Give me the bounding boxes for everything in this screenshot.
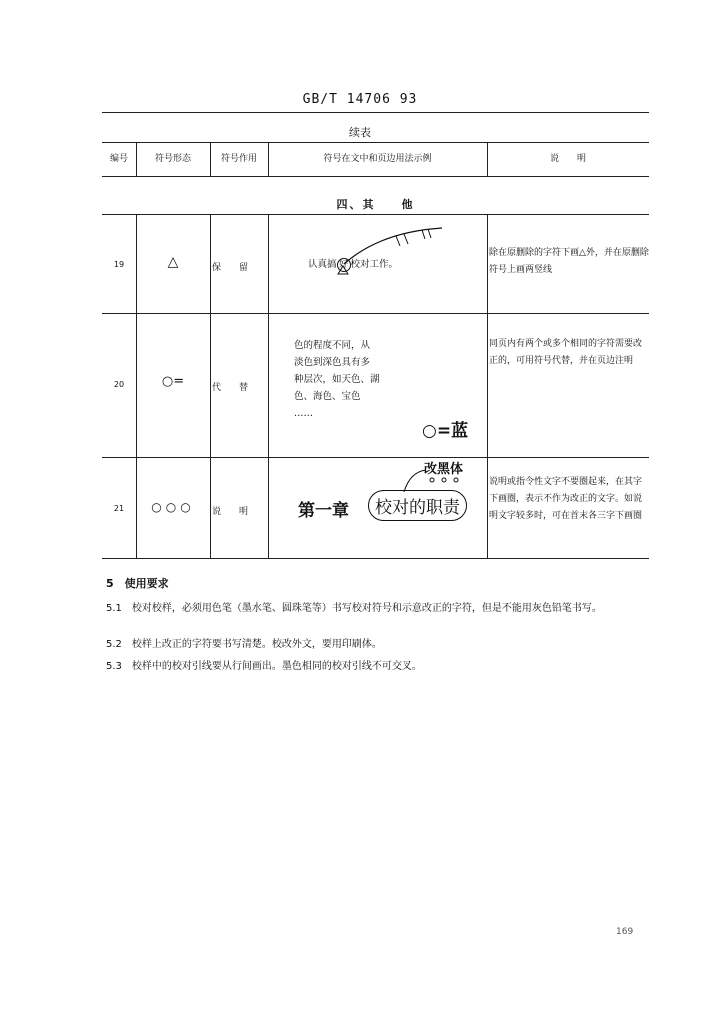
header-rule [102, 112, 649, 113]
col-divider [487, 214, 488, 558]
section-rule [102, 214, 649, 215]
annotation-line-icon [400, 466, 480, 496]
row-21-margin-note: 改黑体 [424, 462, 464, 477]
chapter-title-circled: 校对的职责 [368, 490, 467, 521]
example-line: 种层次，如天色、湖 [294, 374, 380, 385]
row-19-function: 保留 [211, 263, 266, 273]
page-number: 169 [616, 927, 634, 937]
usage-item: 5.3 校样中的校对引线要从行间画出。墨色相同的校对引线不可交叉。 [106, 661, 422, 672]
keep-mark-stroke-icon [330, 222, 450, 282]
example-text: 校对工作。 [350, 259, 399, 270]
col-divider [268, 214, 269, 558]
col-header-symbol: 符号形态 [154, 154, 191, 164]
table-header-rule [102, 176, 649, 177]
col-header-function: 符号作用 [220, 154, 257, 164]
row-20-example [294, 337, 454, 422]
example-line: …… [294, 408, 313, 419]
row-20-number: 20 [113, 380, 125, 389]
explain-symbol-icon: ○○○ [151, 500, 195, 514]
example-line: 色的程度不同，从 [294, 340, 371, 351]
row-21-note: 说明或指令性文字不要圈起来，在其字下画圈，表示不作为改正的文字。如说明文字较多时，可在首末各三字下画圈 [489, 477, 643, 521]
chapter-label: 第一章 [298, 501, 349, 521]
row-20-note: 同页内有两个或多个相同的字符需要改正的，可用符号代替，并在页边注明 [489, 339, 643, 366]
row-19-rule [102, 313, 649, 314]
standard-number: GB/T 14706 93 [302, 92, 418, 107]
row-21-number: 21 [113, 504, 125, 513]
continued-label: 续表 [349, 126, 371, 139]
usage-item: 5.1 校对校样，必须用色笔（墨水笔、圆珠笔等）书写校对符号和示意改正的字符，但是不能用灰色铅笔书写。 [106, 603, 602, 614]
section-title: 四、其 他 [336, 198, 415, 211]
row-21-function: 说明 [211, 507, 266, 517]
row-20-rule [102, 457, 649, 458]
replace-symbol-icon: ○= [161, 374, 185, 389]
row-20-margin-note: ○=蓝 [422, 421, 469, 441]
triangle-symbol-icon: △ [167, 254, 179, 270]
example-text: 认真搞 [308, 259, 337, 270]
row-19-number: 19 [113, 260, 125, 269]
example-line: 色、海色、宝色 [294, 391, 361, 402]
circled-char: 好 [337, 258, 351, 272]
usage-heading: 5 使用要求 [106, 577, 169, 590]
row-19-note: 除在原删除的字符下画△外，并在原删除符号上画两竖线 [489, 248, 649, 275]
col-header-example: 符号在文中和页边用法示例 [323, 154, 432, 164]
table-bottom-rule [102, 558, 649, 559]
usage-item: 5.2 校样上改正的字符要书写清楚。校改外文，要用印刷体。 [106, 639, 382, 650]
row-20-function: 代替 [211, 383, 266, 393]
col-header-no: 编号 [109, 154, 128, 164]
col-header-note: 说 明 [549, 154, 586, 164]
example-line: 淡色到深色具有多 [294, 357, 371, 368]
